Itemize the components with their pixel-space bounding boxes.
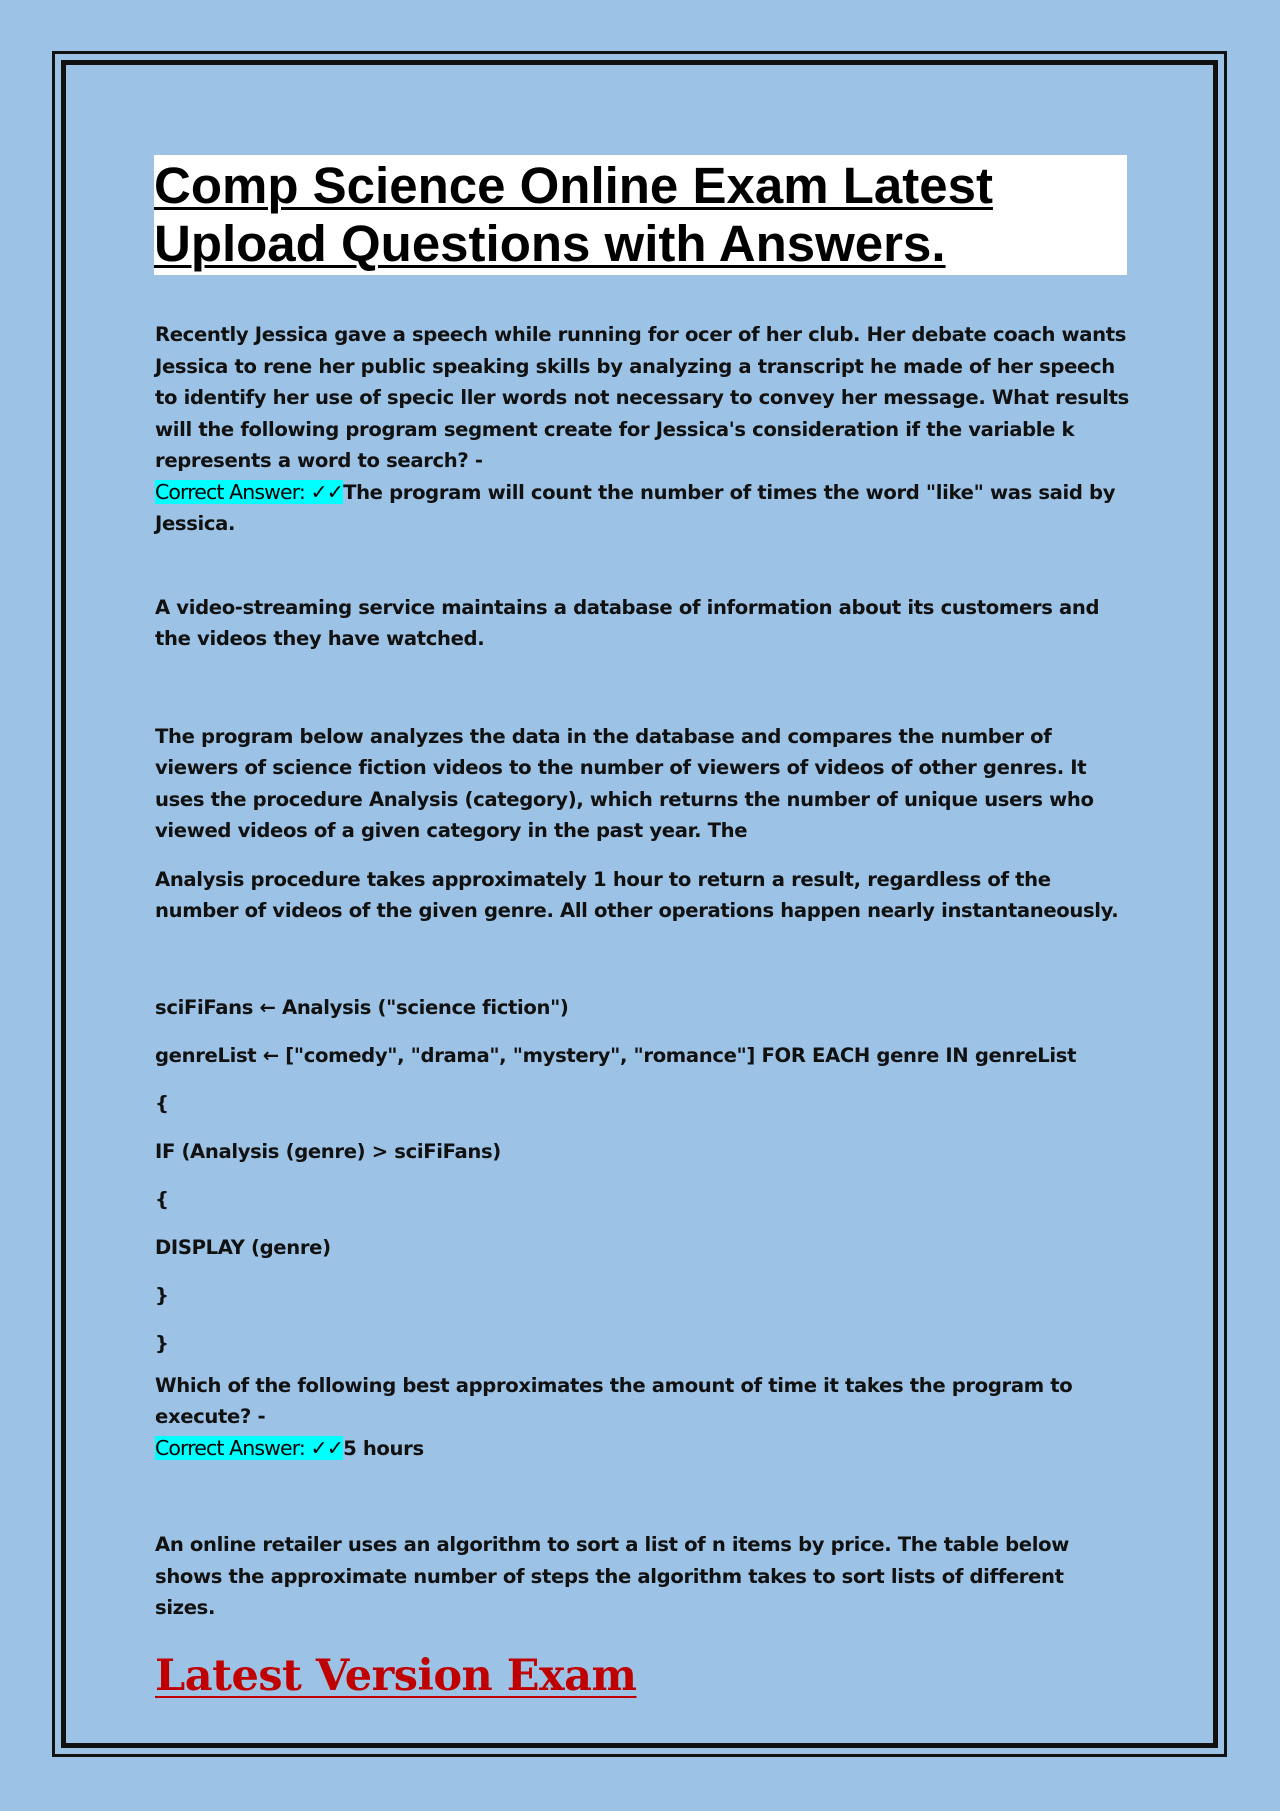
footer-banner: Latest Version Exam [155,1651,637,1701]
question-1 [155,319,1130,540]
title-line-2: Upload Questions with Answers. [154,215,946,272]
question-2-paragraph-1: The program below analyzes the data in the database and compares the number of viewers of science fiction videos to the number of viewers of videos of other genres. It uses the procedure Analysis (category), which returns the number of unique users who viewed videos of a given category in the past year. The [155,724,1094,842]
question-2 [155,1370,1130,1465]
title-line-1: Comp Science Online Exam Latest [154,157,993,214]
correct-answer-label: Correct Answer: ✓✓ [155,479,344,504]
question-2-paragraph-2: Analysis procedure takes approximately 1 hour to return a result, regardless of the number of videos of the given genre. All other operations happen nearly instantaneously. [155,867,1119,922]
code-line: { [155,1187,169,1211]
question-1-answer: The program will count the number of times the word "like" was said by Jessica. [155,480,1116,535]
document-content [155,155,1130,1624]
question-2-text: Which of the following best approximates the amount of time it takes the program to execute? - [155,1373,1073,1428]
question-1-text: Recently Jessica gave a speech while running for ocer of her club. Her debate coach wants Jessica to rene her public speaking skills by analyzing a transcript he made of her speech to identify her use of specic ller words not necessary to convey her message. What results will the following program segment create for Jessica's consideration if the variable k represents a word to search? - [155,323,1129,472]
correct-answer-label: Correct Answer: ✓✓ [155,1435,344,1460]
question-3: An online retailer uses an algorithm to sort a list of n items by price. The table below shows the approximate number of steps the algorithm takes to sort lists of different sizes. [155,1533,1069,1619]
code-line: genreList ← ["comedy", "drama", "mystery", "romance"] FOR EACH genre IN genreList [155,1043,1077,1067]
code-line: DISPLAY (genre) [155,1235,331,1259]
question-2-intro: A video-streaming service maintains a database of information about its customers and the videos they have watched. [155,595,1100,650]
code-line: } [155,1283,169,1307]
code-line: IF (Analysis (genre) > sciFiFans) [155,1139,501,1163]
code-block [155,992,1130,1359]
document-title [154,157,1127,273]
question-2-answer: 5 hours [343,1436,424,1460]
code-line: { [155,1091,169,1115]
code-line: sciFiFans ← Analysis ("science fiction") [155,995,569,1019]
title-box [154,155,1127,275]
code-line: } [155,1331,169,1355]
